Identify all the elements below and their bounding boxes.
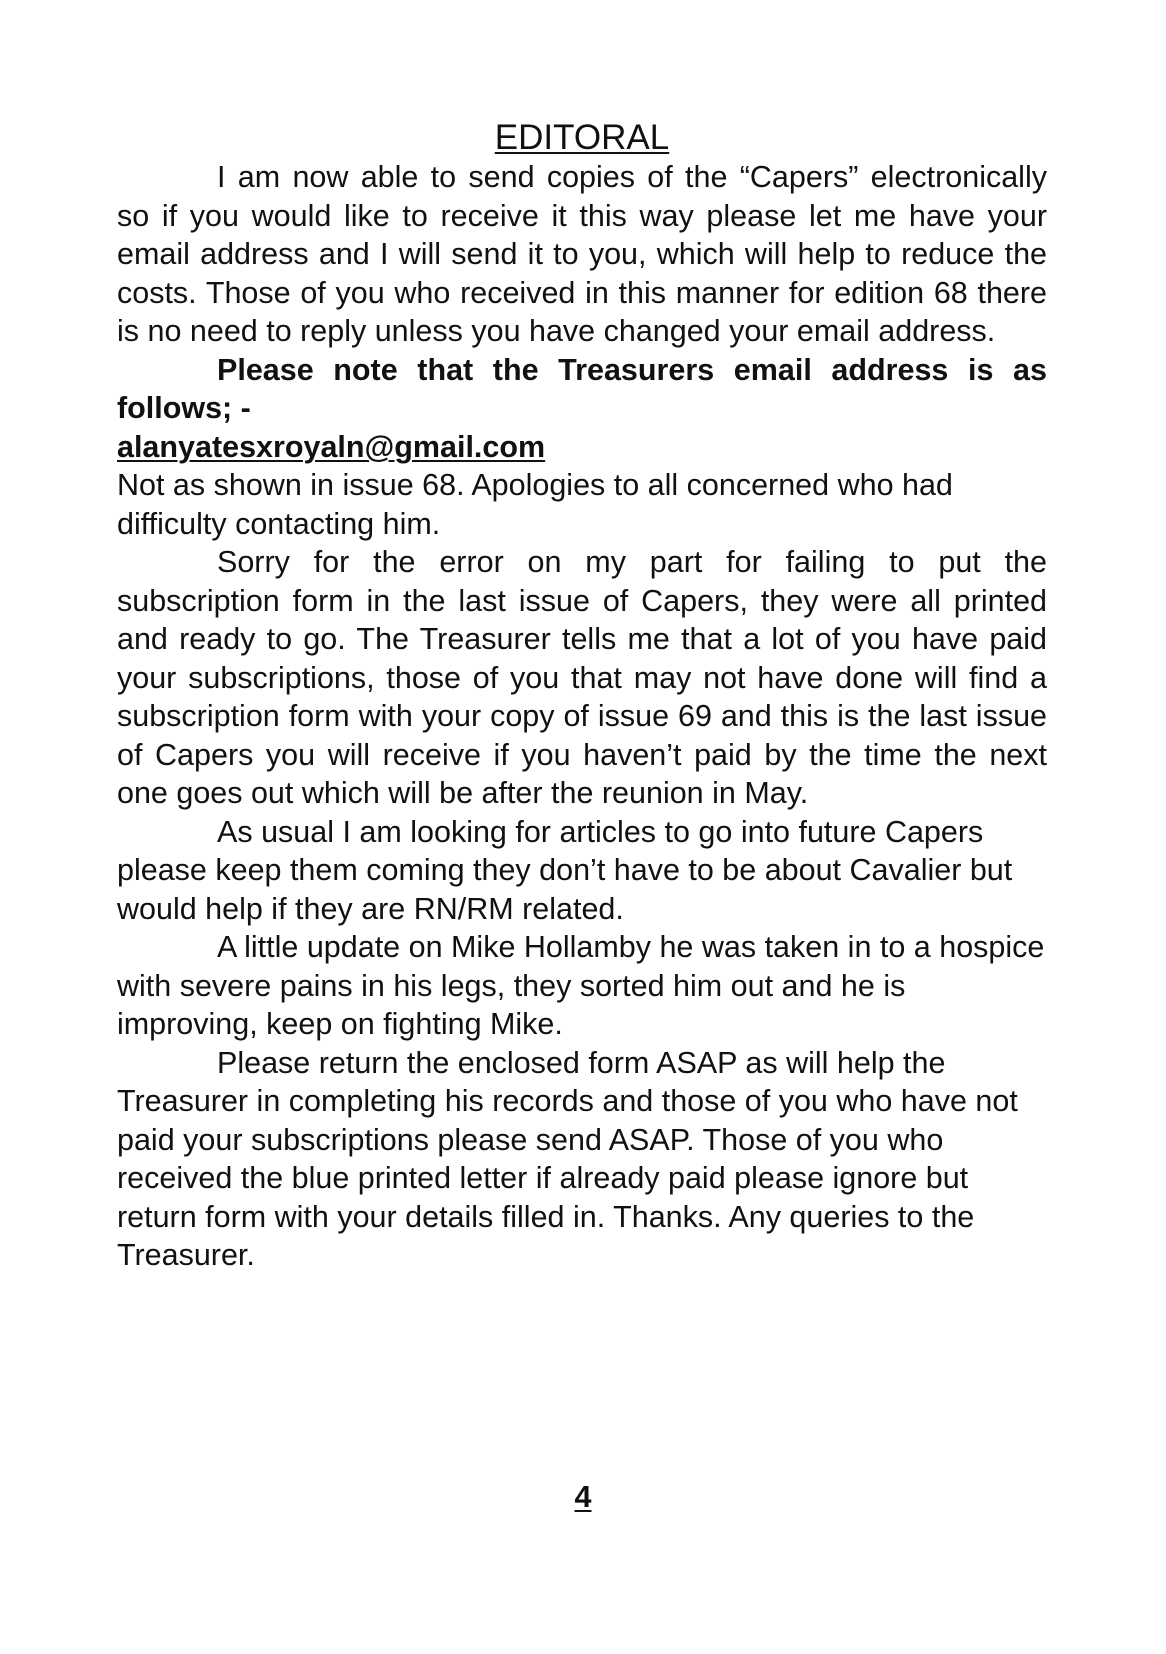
page-number: 4 (574, 1480, 592, 1514)
editorial-page (117, 118, 1047, 1275)
paragraph-mike-hollamby-update: A little update on Mike Hollamby he was taken in to a hospice with severe pains in his legs, they sorted him out and he is improving, keep on fighting Mike. (117, 930, 1045, 1041)
paragraph-articles-request: As usual I am looking for articles to go into future Capers please keep them coming they don’t have to be about Cavalier but would help if they are RN/RM related. (117, 814, 1013, 926)
paragraph-treasurer-email-note: Please note that the Treasurers email address is as follows; - (117, 352, 1047, 425)
paragraph-electronic-copies: I am now able to send copies of the “Capers” electronically so if you would like to receive it this way please let me have your email address and I will send it to you, which will help to reduce the costs. Those of you who received in this manner for edition 68 there is no need to reply unless you have changed your email address. (117, 160, 1047, 348)
page-title: EDITORAL (494, 118, 670, 157)
paragraph-subscription-form: Sorry for the error on my part for failing to put the subscription form in the last issue of Capers, they were all printed and ready to go. The Treasurer tells me that a lot of you have paid your subscriptions, those of you that may not have done will find a subscription form with your copy of issue 69 and this is the last issue of Capers you will receive if you haven’t paid by the time the next one goes out which will be after the reunion in May. (117, 545, 1047, 810)
paragraph-return-form: Please return the enclosed form ASAP as will help the Treasurer in completing his records and those of you who have not paid your subscriptions please send ASAP. Those of you who received the blue printed letter if already paid please ignore but return form with your details filled in. Thanks. Any queries to the Treasurer. (117, 1045, 1018, 1272)
treasurer-email-link[interactable]: alanyatesxroyaln@gmail.com (117, 429, 546, 464)
paragraph-apologies: Not as shown in issue 68. Apologies to all concerned who had difficulty contacting him. (117, 468, 953, 541)
